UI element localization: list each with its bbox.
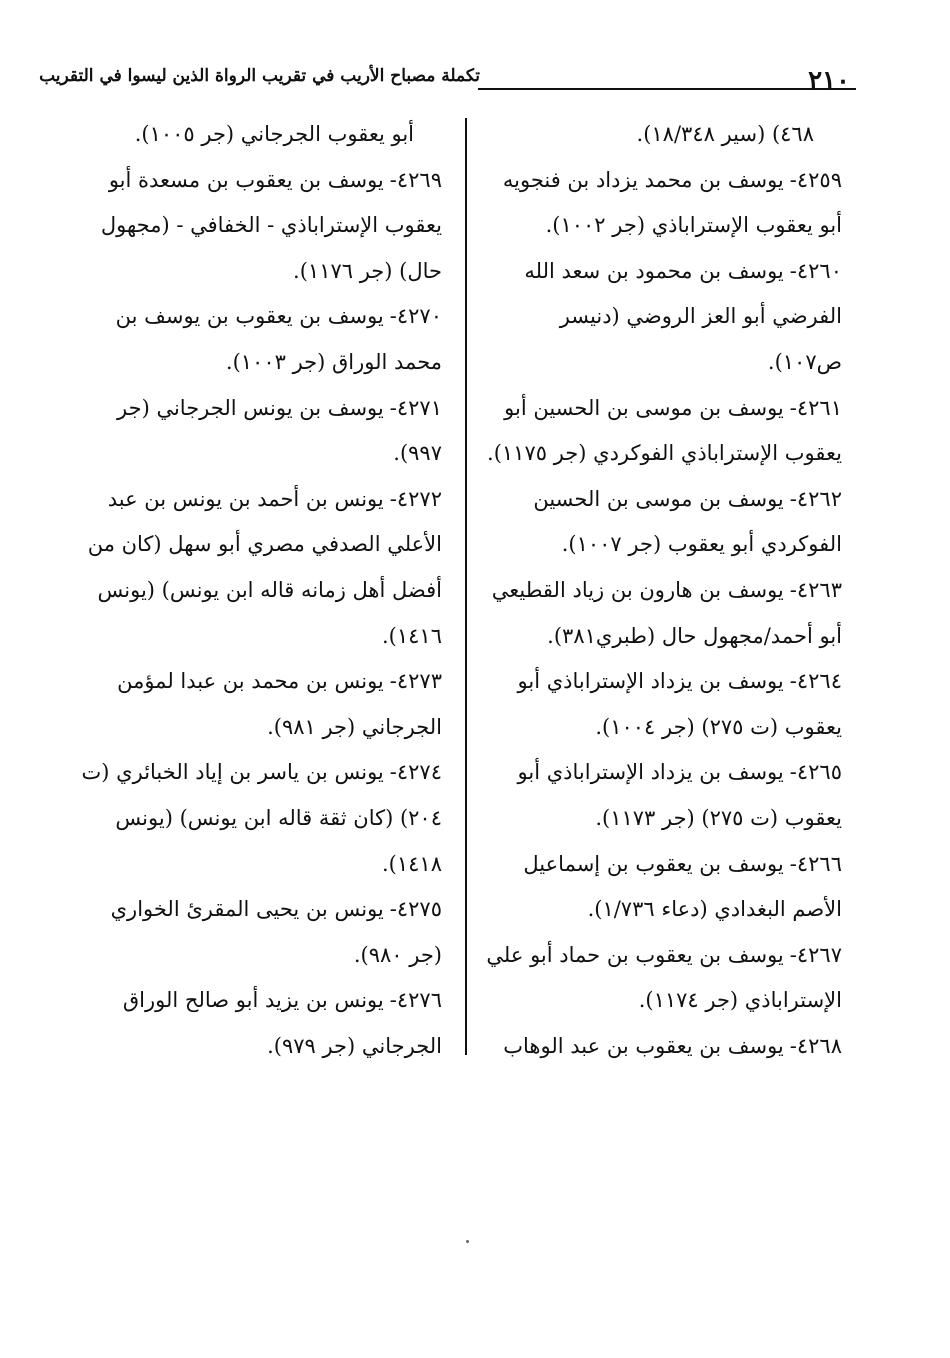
entry: [80, 750, 442, 887]
entry-number: ٤٢٦٤-: [789, 669, 842, 694]
entry-text: يونس بن أحمد بن يونس بن عبد الأعلي الصدفي مصري أبو سهل (كان من أفضل أهل زمانه قاله ابن يونس) (يونس ١٤١٦).: [87, 486, 442, 648]
entry: [486, 249, 842, 386]
entry-text: يوسف بن موسى بن الحسين أبو يعقوب الإستراباذي الفوكردي (جر ١١٧٥).: [487, 395, 842, 466]
entry-number: ٤٢٦٣-: [789, 577, 842, 602]
entry-text: يونس بن محمد بن عبدا لمؤمن الجرجاني (جر ٩٨١).: [117, 669, 442, 739]
entry: [80, 978, 442, 1069]
entry-text: يوسف بن محمد يزداد بن فنجويه أبو يعقوب الإستراباذي (جر ١٠٠٢).: [502, 167, 842, 238]
entry-text: يوسف بن يونس الجرجاني (جر ٩٩٧).: [117, 395, 442, 466]
entry: [486, 477, 842, 568]
entry: [486, 158, 842, 249]
entry-number: ٤٢٦٢-: [789, 486, 842, 511]
entry-number: ٤٢٦٧-: [789, 942, 842, 967]
entry-number: ٤٢٦٦-: [789, 851, 842, 876]
entry-text: يونس بن يزيد أبو صالح الوراق الجرجاني (جر ٩٧٩).: [122, 988, 442, 1058]
entry: [486, 933, 842, 1024]
left-column: [80, 112, 442, 1069]
right-column: [486, 112, 842, 1069]
scan-speck: [466, 1240, 469, 1243]
entry-number: ٤٢٧٤-: [389, 760, 442, 785]
entry-number: ٤٢٦٥-: [789, 760, 842, 785]
entry: [486, 568, 842, 659]
entry-number: ٤٢٧٣-: [389, 669, 442, 694]
entry-number: ٤٢٦٩-: [389, 167, 442, 192]
entry-number: ٤٢٧١-: [389, 395, 442, 420]
entry: [80, 887, 442, 978]
entry-text: يوسف بن يزداد الإستراباذي أبو يعقوب (ت ٢٧٥) (جر ١١٧٣).: [517, 760, 842, 830]
entry-text: يوسف بن يعقوب بن مسعدة أبو يعقوب الإستراباذي - الخفافي - (مجهول حال) (جر ١١٧٦).: [100, 167, 442, 283]
entry: [486, 842, 842, 933]
entry-text: يوسف بن محمود بن سعد الله الفرضي أبو العز الروضي (دنيسر ص١٠٧).: [524, 258, 842, 374]
entry-number: ٤٢٦٠-: [789, 258, 842, 283]
page-number: ٢١٠: [808, 66, 850, 96]
entry-number: ٤٢٦٨-: [789, 1033, 842, 1058]
entry-text: يوسف بن موسى بن الحسين الفوكردي أبو يعقوب (جر ١٠٠٧).: [533, 486, 842, 557]
entry: [80, 158, 442, 295]
entry-text: يوسف بن يعقوب بن إسماعيل الأصم البغدادي (دعاء ١/٧٣٦).: [523, 851, 842, 922]
header-rule: [478, 88, 856, 90]
continuation-text: أبو يعقوب الجرجاني (جر ١٠٠٥).: [134, 122, 414, 146]
entry-number: ٤٢٥٩-: [789, 167, 842, 192]
entry-number: ٤٢٧٢-: [389, 486, 442, 511]
entry: [486, 659, 842, 750]
entry-text: يوسف بن يعقوب بن عبد الوهاب: [503, 1033, 784, 1058]
continuation-text: ٤٦٨) (سير ١٨/٣٤٨).: [636, 122, 814, 146]
entry-number: ٤٢٧٦-: [389, 988, 442, 1013]
entry: [486, 1024, 842, 1070]
page-header: [39, 66, 860, 106]
entry: [486, 386, 842, 477]
entry-number: ٤٢٧٠-: [389, 304, 442, 329]
entry-number: ٤٢٧٥-: [389, 897, 442, 922]
entry-number: ٤٢٦١-: [789, 395, 842, 420]
entry: [80, 386, 442, 477]
entry-text: يوسف بن يعقوب بن حماد أبو علي الإستراباذي (جر ١١٧٤).: [486, 942, 842, 1013]
column-divider: [465, 118, 467, 1055]
entry-text: يونس بن يحيى المقرئ الخواري (جر ٩٨٠).: [110, 897, 442, 967]
entry: [80, 294, 442, 385]
entry-text: يوسف بن يعقوب بن يوسف بن محمد الوراق (جر ١٠٠٣).: [115, 304, 442, 374]
entry-text: يوسف بن يزداد الإستراباذي أبو يعقوب (ت ٢٧٥) (جر ١٠٠٤).: [517, 669, 842, 739]
entry-text: يوسف بن هارون بن زياد القطيعي أبو أحمد/مجهول حال (طبري٣٨١).: [491, 577, 842, 648]
running-title: تكملة مصباح الأريب في تقريب الرواة الذين ليسوا في التقريب: [39, 66, 480, 86]
entry: [80, 477, 442, 659]
entry: [80, 659, 442, 750]
entry-text: يونس بن ياسر بن إياد الخبائري (ت ٢٠٤) (كان ثقة قاله ابن يونس) (يونس ١٤١٨).: [81, 760, 442, 876]
entry: [486, 750, 842, 841]
